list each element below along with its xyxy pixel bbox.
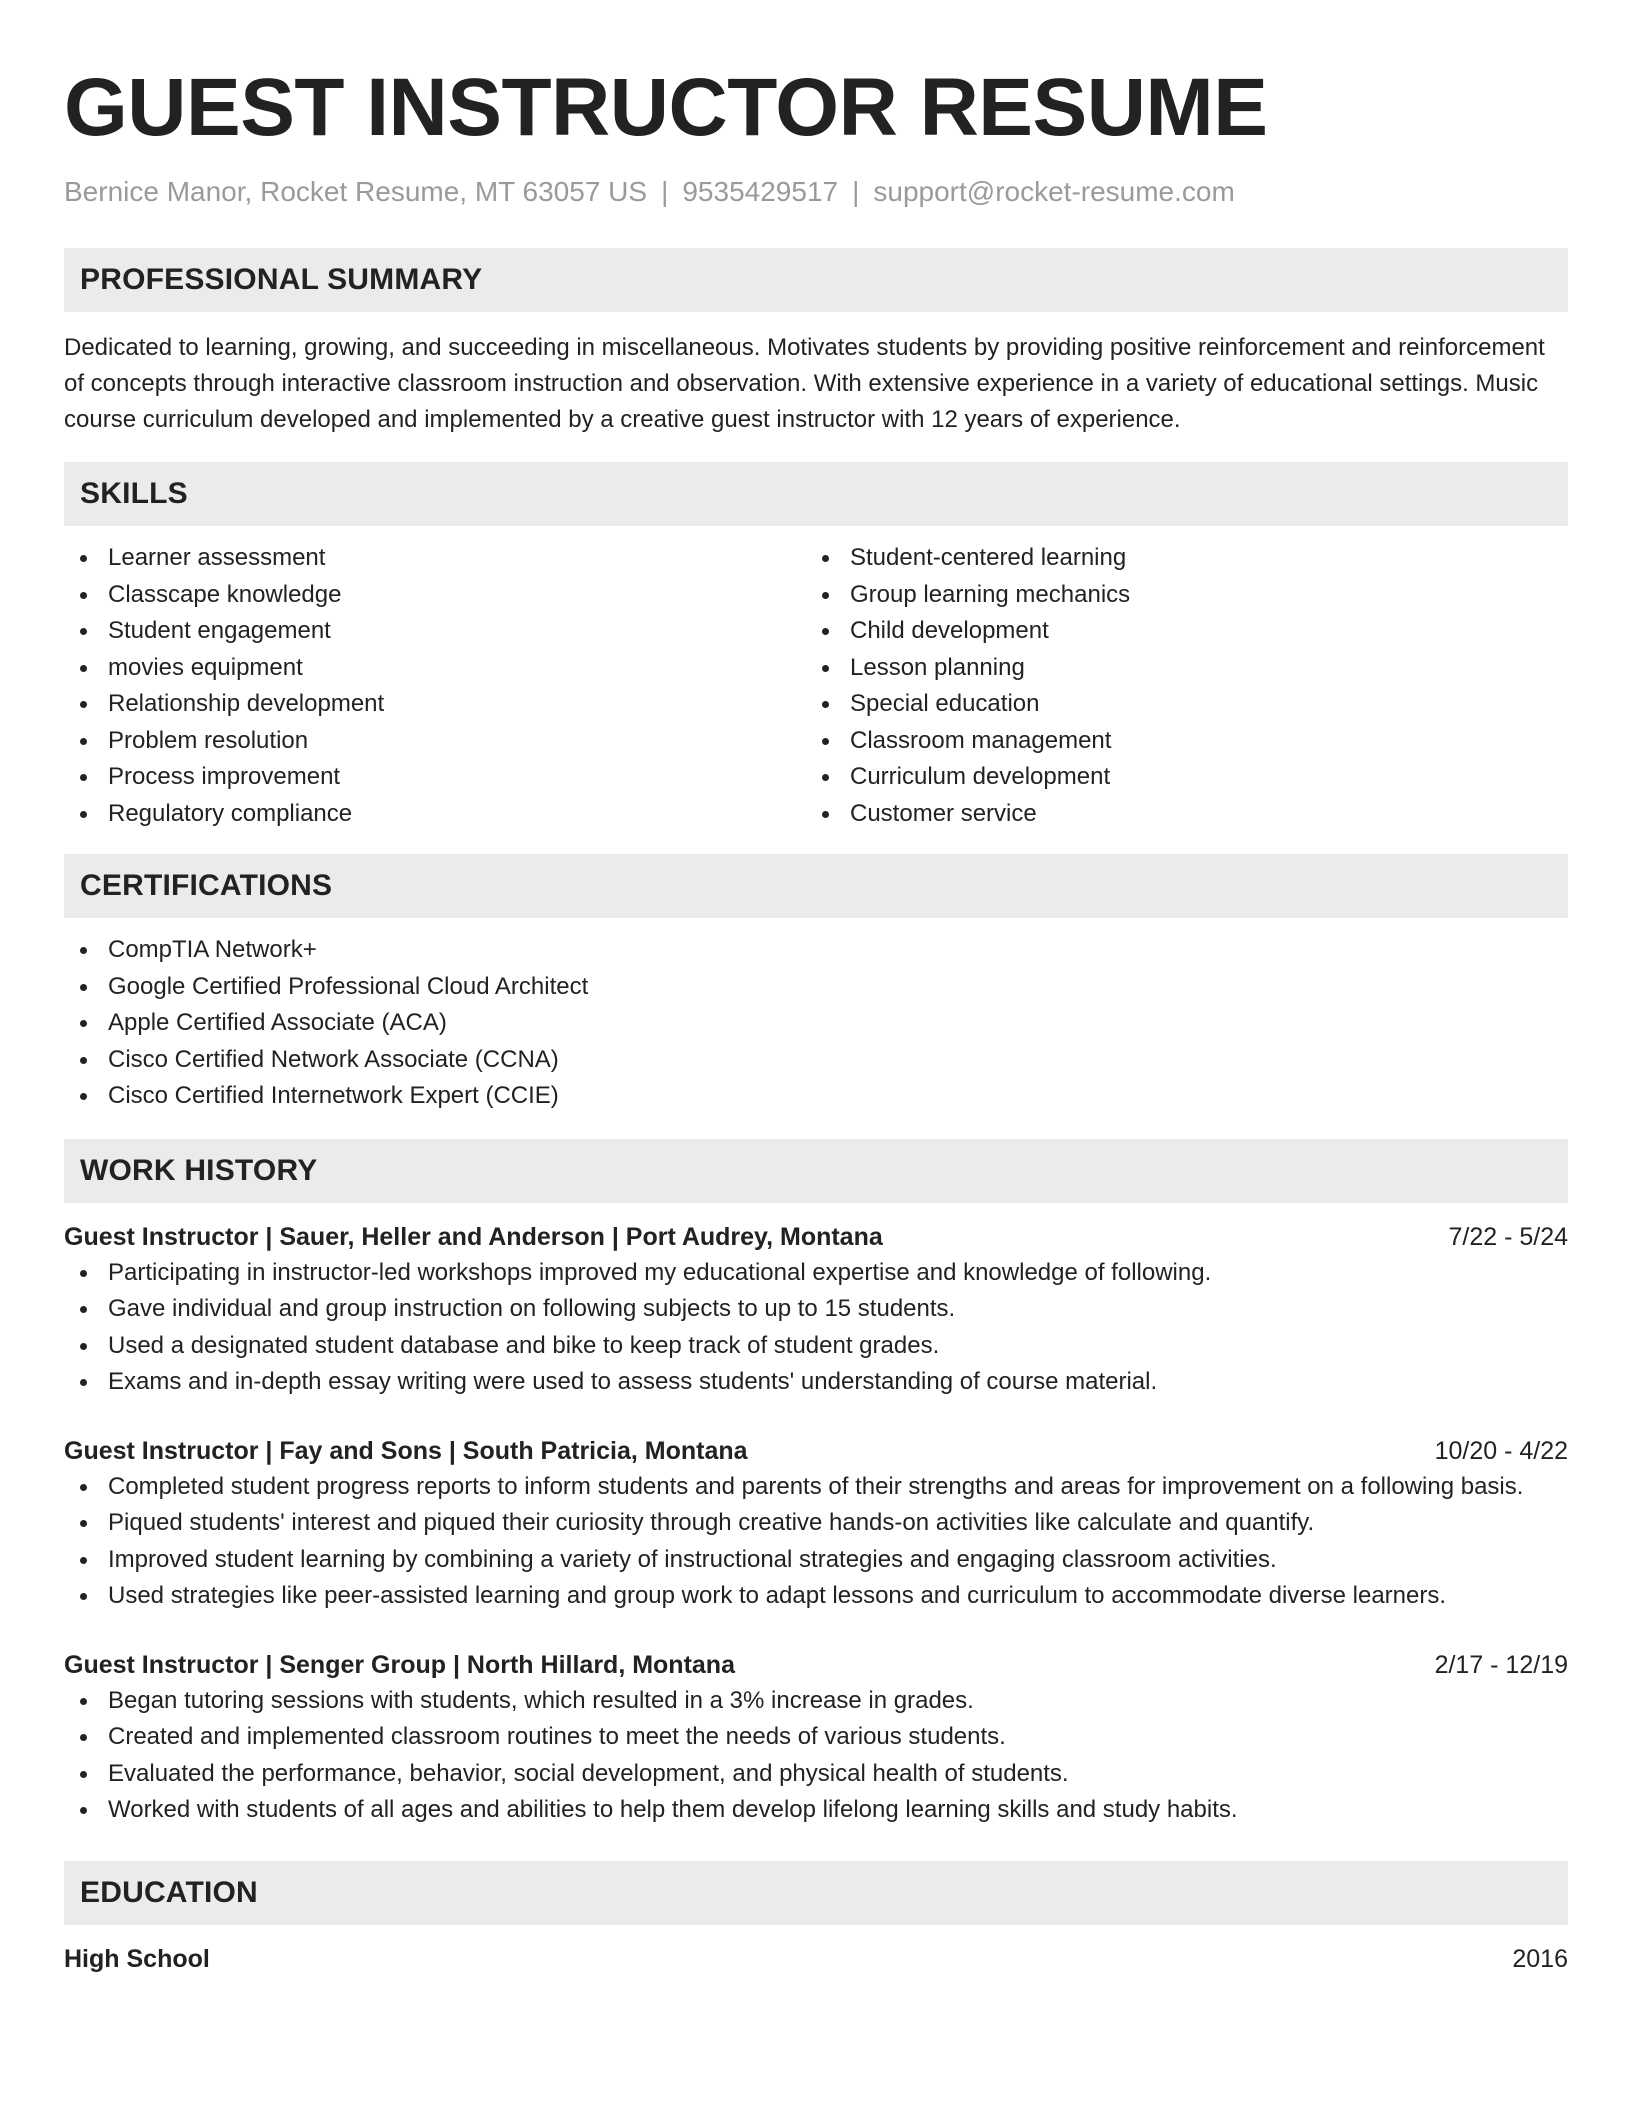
certification-item: Cisco Certified Internetwork Expert (CCIE) — [64, 1078, 1568, 1115]
skill-item: Student-centered learning — [806, 540, 1548, 577]
job-entry — [64, 1433, 1568, 1615]
duty-item: Used a designated student database and bike to keep track of student grades. — [64, 1328, 1568, 1365]
skill-item: Relationship development — [64, 686, 806, 723]
job-entry — [64, 1647, 1568, 1829]
job-title: Guest Instructor | Fay and Sons | South Patricia, Montana — [64, 1436, 748, 1465]
job-title: Guest Instructor | Sauer, Heller and Anderson | Port Audrey, Montana — [64, 1222, 883, 1251]
skill-item: Classroom management — [806, 723, 1548, 760]
contact-line — [64, 174, 1568, 210]
skill-item: Student engagement — [64, 613, 806, 650]
skill-item: Group learning mechanics — [806, 577, 1548, 614]
skill-item: Customer service — [806, 796, 1548, 833]
education-year: 2016 — [1512, 1944, 1568, 1973]
job-header — [64, 1219, 1568, 1255]
job-dates: 7/22 - 5/24 — [1448, 1222, 1568, 1251]
resume-title: GUEST INSTRUCTOR RESUME — [64, 62, 1268, 153]
duty-item: Piqued students' interest and piqued their curiosity through creative hands-on activities like calculate and quantify. — [64, 1505, 1568, 1542]
job-header — [64, 1433, 1568, 1469]
skills-column-right — [806, 540, 1548, 832]
skills-column-left — [64, 540, 806, 832]
job-duties — [64, 1255, 1568, 1401]
job-entry — [64, 1219, 1568, 1401]
summary-heading: PROFESSIONAL SUMMARY — [64, 248, 1568, 312]
duty-item: Evaluated the performance, behavior, social development, and physical health of students. — [64, 1756, 1568, 1793]
skill-item: Curriculum development — [806, 759, 1548, 796]
skill-item: Lesson planning — [806, 650, 1548, 687]
job-dates: 10/20 - 4/22 — [1434, 1436, 1568, 1465]
contact-address: Bernice Manor, Rocket Resume, MT 63057 US — [64, 176, 648, 207]
contact-email[interactable]: support@rocket-resume.com — [873, 176, 1235, 207]
education-entry — [64, 1941, 1568, 1977]
duty-item: Used strategies like peer-assisted learning and group work to adapt lessons and curriculum to accommodate diverse learners. — [64, 1578, 1568, 1615]
duty-item: Created and implemented classroom routines to meet the needs of various students. — [64, 1719, 1568, 1756]
skill-item: Process improvement — [64, 759, 806, 796]
job-dates: 2/17 - 12/19 — [1434, 1650, 1568, 1679]
skill-item: movies equipment — [64, 650, 806, 687]
duty-item: Gave individual and group instruction on following subjects to up to 15 students. — [64, 1291, 1568, 1328]
education-degree: High School — [64, 1944, 210, 1973]
certifications-heading: CERTIFICATIONS — [64, 854, 1568, 918]
skills-list — [64, 540, 1568, 832]
duty-item: Exams and in-depth essay writing were used to assess students' understanding of course material. — [64, 1364, 1568, 1401]
skill-item: Classcape knowledge — [64, 577, 806, 614]
certification-item: Cisco Certified Network Associate (CCNA) — [64, 1042, 1568, 1079]
job-duties — [64, 1683, 1568, 1829]
summary-text: Dedicated to learning, growing, and succeeding in miscellaneous. Motivates students by providing positive reinforcement and reinforcement of concepts through interactive classroom instruction and observation. With extensive experience in a variety of educational settings. Music course curriculum developed and implemented by a creative guest instructor with 12 years of experience. — [64, 334, 1545, 433]
education-heading: EDUCATION — [64, 1861, 1568, 1925]
duty-item: Began tutoring sessions with students, which resulted in a 3% increase in grades. — [64, 1683, 1568, 1720]
skill-item: Special education — [806, 686, 1548, 723]
skill-item: Regulatory compliance — [64, 796, 806, 833]
certification-item: CompTIA Network+ — [64, 932, 1568, 969]
skill-item: Learner assessment — [64, 540, 806, 577]
contact-separator: | — [852, 176, 860, 207]
job-duties — [64, 1469, 1568, 1615]
duty-item: Worked with students of all ages and abilities to help them develop lifelong learning skills and study habits. — [64, 1792, 1568, 1829]
job-header — [64, 1647, 1568, 1683]
contact-separator: | — [661, 176, 669, 207]
certifications-list — [64, 932, 1568, 1115]
certification-item: Apple Certified Associate (ACA) — [64, 1005, 1568, 1042]
duty-item: Completed student progress reports to inform students and parents of their strengths and areas for improvement on a following basis. — [64, 1469, 1568, 1506]
contact-phone: 9535429517 — [682, 176, 839, 207]
duty-item: Participating in instructor-led workshops improved my educational expertise and knowledge of following. — [64, 1255, 1568, 1292]
skill-item: Problem resolution — [64, 723, 806, 760]
work-history-heading: WORK HISTORY — [64, 1139, 1568, 1203]
job-title: Guest Instructor | Senger Group | North Hillard, Montana — [64, 1650, 735, 1679]
skill-item: Child development — [806, 613, 1548, 650]
certification-item: Google Certified Professional Cloud Architect — [64, 969, 1568, 1006]
skills-heading: SKILLS — [64, 462, 1568, 526]
duty-item: Improved student learning by combining a variety of instructional strategies and engaging classroom activities. — [64, 1542, 1568, 1579]
